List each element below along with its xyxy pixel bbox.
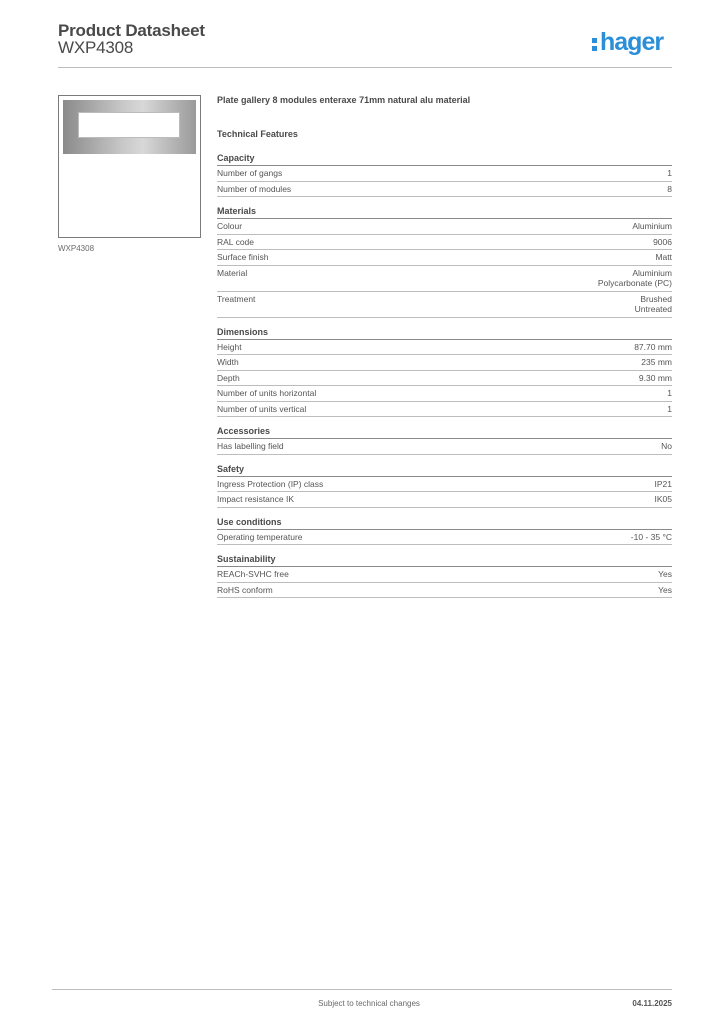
footer-divider: [52, 989, 672, 990]
spec-value: [655, 494, 673, 505]
spec-value: [661, 441, 672, 452]
footer-note: Subject to technical changes: [318, 999, 420, 1008]
spec-content: [217, 95, 672, 607]
spec-label: Surface finish: [217, 252, 269, 262]
spec-section: [217, 517, 672, 546]
spec-value-line: No: [661, 441, 672, 451]
spec-value: [658, 569, 672, 580]
spec-section: [217, 327, 672, 418]
spec-value-line: Polycarbonate (PC): [597, 278, 672, 288]
spec-label: Number of modules: [217, 183, 292, 194]
spec-row: [217, 182, 672, 198]
spec-value: [598, 268, 672, 289]
spec-row: [217, 166, 672, 182]
product-image: [58, 95, 201, 238]
section-title: Capacity: [217, 153, 672, 166]
hager-logo: [592, 28, 663, 57]
spec-label: RAL code: [217, 236, 255, 247]
spec-row: [217, 235, 672, 251]
plate-picture: [63, 100, 196, 154]
spec-value-line: 9006: [653, 236, 672, 247]
spec-row: [217, 340, 672, 356]
spec-row: [217, 492, 672, 508]
spec-value-line: 9.30 mm: [638, 372, 672, 383]
spec-value-line: 8: [667, 183, 672, 194]
spec-row: [217, 402, 672, 418]
spec-value: [667, 404, 672, 415]
spec-label: Height: [217, 341, 242, 352]
spec-value: [635, 294, 672, 315]
spec-label: Depth: [217, 372, 240, 383]
spec-row: [217, 266, 672, 292]
spec-value-line: 87.70 mm: [634, 341, 672, 352]
spec-row: [217, 371, 672, 387]
section-title: Dimensions: [217, 327, 672, 340]
spec-value-line: 1: [667, 168, 672, 178]
spec-value: [631, 532, 672, 543]
logo-dots-icon: [592, 36, 597, 50]
product-code: WXP4308: [58, 38, 134, 57]
spec-value: [667, 184, 672, 195]
spec-row: [217, 250, 672, 266]
spec-label: Operating temperature: [217, 531, 303, 542]
image-caption: WXP4308: [58, 244, 95, 253]
spec-label: Ingress Protection (IP) class: [217, 478, 324, 489]
spec-label: Width: [217, 357, 239, 367]
spec-value: [667, 388, 672, 399]
spec-row: [217, 530, 672, 546]
spec-sections: [217, 153, 672, 598]
spec-value-line: 1: [667, 388, 672, 398]
product-description: Plate gallery 8 modules enteraxe 71mm natural alu material: [217, 95, 471, 105]
spec-label: Number of units vertical: [217, 403, 307, 414]
spec-section: [217, 426, 672, 455]
section-title: Materials: [217, 206, 672, 219]
section-title: Sustainability: [217, 554, 672, 567]
spec-label: Number of gangs: [217, 168, 283, 178]
spec-value-line: Brushed: [640, 293, 672, 304]
spec-row: [217, 583, 672, 599]
spec-value-line: Aluminium: [632, 221, 672, 231]
spec-label: Treatment: [217, 293, 256, 304]
spec-label: Impact resistance IK: [217, 494, 295, 504]
spec-label: Material: [217, 267, 248, 278]
spec-value-line: 1: [667, 403, 672, 414]
spec-value: [639, 373, 672, 384]
spec-value-line: -10 - 35 °C: [630, 531, 672, 542]
spec-value: [658, 585, 672, 596]
spec-value-line: Matt: [655, 252, 672, 262]
spec-row: [217, 567, 672, 583]
spec-section: [217, 153, 672, 197]
section-title: Accessories: [217, 426, 672, 439]
spec-value: [667, 168, 672, 179]
spec-value: [655, 252, 672, 263]
header-divider: [58, 67, 672, 68]
spec-label: REACh-SVHC free: [217, 569, 289, 579]
section-title: Use conditions: [217, 517, 672, 530]
spec-value-line: Untreated: [634, 304, 672, 314]
spec-value: [653, 237, 672, 248]
logo-text: hager: [600, 28, 664, 56]
spec-label: RoHS conform: [217, 584, 273, 595]
spec-value-line: Yes: [658, 584, 672, 595]
spec-value-line: Aluminium: [632, 267, 672, 278]
spec-row: [217, 439, 672, 455]
page-title: Product Datasheet: [58, 21, 205, 40]
spec-value-line: 235 mm: [641, 357, 672, 367]
spec-label: Has labelling field: [217, 441, 284, 451]
spec-value: [655, 479, 673, 490]
technical-features-heading: Technical Features: [217, 129, 298, 139]
spec-value-line: IK05: [654, 494, 672, 504]
spec-value: [641, 357, 672, 368]
spec-value: [634, 342, 672, 353]
spec-row: [217, 219, 672, 235]
footer-date: 04.11.2025: [632, 999, 672, 1008]
spec-row: [217, 355, 672, 371]
spec-section: [217, 464, 672, 508]
plate-window: [78, 112, 180, 138]
spec-row: [217, 477, 672, 493]
spec-label: Number of units horizontal: [217, 388, 317, 398]
section-title: Safety: [217, 464, 672, 477]
spec-section: [217, 206, 672, 318]
spec-row: [217, 292, 672, 318]
spec-value-line: Yes: [658, 569, 672, 579]
spec-value-line: IP21: [654, 478, 672, 489]
spec-row: [217, 386, 672, 402]
spec-section: [217, 554, 672, 598]
spec-value: [632, 221, 672, 232]
spec-label: Colour: [217, 221, 243, 231]
